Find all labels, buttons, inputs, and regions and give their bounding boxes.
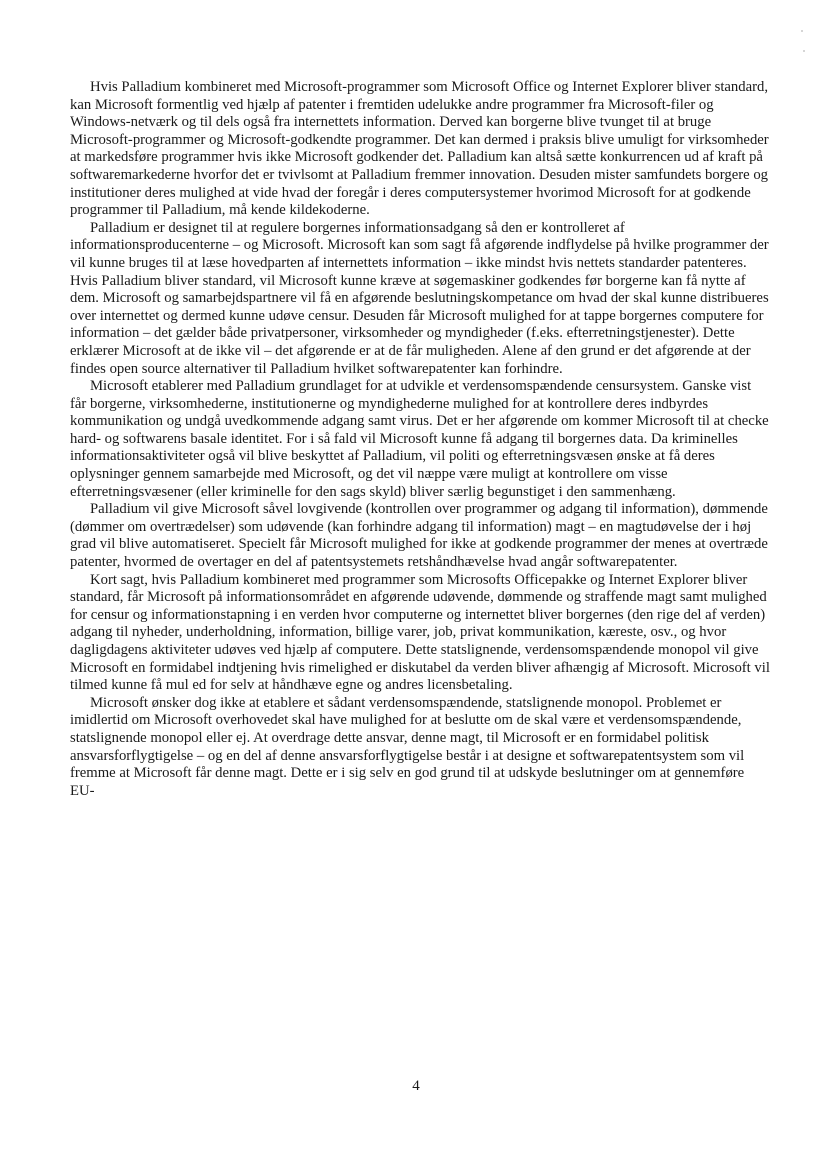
paragraph-information-access: Palladium er designet til at regulere borgernes informationsadgang så den er kontrolleret af informationsproducenterne – og Microsoft. Microsoft kan som sagt få afgørende indflydelse på hvilke programmer der vil kunne bruges til at læse hovedparten af internettets information – ikke mindst hvis nettets standarder patenteres. Hvis Palladium bliver standard, vil Microsoft kunne kræve at søgemaskiner godkendes før borgerne kan få nytte af dem. Microsoft og samarbejdspartnere vil få en afgørende beslutningskompetance om hvad der skal kunne distribueres over internettet og dermed kunne udøve censur. Desuden får Microsoft mulighed for at tappe borgernes computere for information – det gælder både privatpersoner, virksomheder og myndigheder (f.eks. efterretningstjenester). Dette erklærer Microsoft at de ikke vil – det afgørende er at de får muligheden. Alene af den grund er det afgørende at der findes open source alternativer til Palladium hvilket softwarepatenter kan forhindre. [70, 219, 769, 377]
scan-specks [800, 30, 806, 60]
paragraph-palladium-standard: Hvis Palladium kombineret med Microsoft-programmer som Microsoft Office og Internet Explorer bliver standard, kan Microsoft formentlig ved hjælp af patenter i fremtiden udelukke andre programmer fra Microsoft-filer og Windows-netværk og til dels også fra internettets information. Derved kan borgerne blive tvunget til at bruge Microsoft-programmer og Microsoft-godkendte programmer. Det kan dermed i praksis blive umuligt for virksomheder at markedsføre programmer hvis ikke Microsoft godkender det. Palladium kan altså sætte konkurrencen ud af kraft på softwaremarkederne hvorfor det er tvivlsomt at Palladium fremmer innovation. Desuden mister samfundets borgere og institutioner deres mulighed at vide hvad der foregår i deres computersystemer hvorimod Microsoft for at godkende programmer til Palladium, må kende kildekoderne. [70, 79, 769, 219]
document-body [70, 79, 770, 800]
paragraph-powers: Palladium vil give Microsoft såvel lovgivende (kontrollen over programmer og adgang til information), dømmende (dømmer om overtrædelser) som udøvende (kan forhindre adgang til information) magt – en magtudøvelse der i høj grad vil blive automatiseret. Specielt får Microsoft mulighed for ikke at godkende programmer der menes at overtræde patenter, hvormed de overtager en del af patentsystemets retshåndhævelse hvad angår softwarepatenter. [70, 501, 768, 571]
paragraph-monopoly: Microsoft ønsker dog ikke at etablere et sådant verdensomspændende, statslignende monopol. Problemet er imidlertid om Microsoft overhovedet skal have mulighed for at beslutte om de skal være et verdensomspændende, statslignende monopol eller ej. At overdrage dette ansvar, denne magt, til Microsoft er en formidabel politisk ansvarsforflygtigelse – og en del af denne ansvarsforflygtigelse består i at designe et softwarepatentsystem som vil fremme at Microsoft får denne magt. Dette er i sig selv en god grund til at udskyde beslutninger om at gennemføre EU- [70, 694, 745, 799]
paragraph-summary: Kort sagt, hvis Palladium kombineret med programmer som Microsofts Officepakke og Internet Explorer bliver standard, får Microsoft på informationsområdet en afgørende udøvende, dømmende og straffende magt samt mulighed for censur og informationstapning i en verden hvor computerne og internettet bliver borgernes (den rige del af verden) adgang til nyheder, underholdning, information, billige varer, job, privat kommunikation, kæreste, osv., og hvor dagligdagens aktiviteter udøves ved hjælp af computere. Dette statslignende, verdensomspændende monopol vil give Microsoft en formidabel indtjening hvis rimelighed er diskutabel da verden bliver afhængig af Microsoft. Microsoft vil tilmed kunne få mul ed for selv at håndhæve egne og andres licensbetaling. [70, 571, 770, 694]
paragraph-censorship-system: Microsoft etablerer med Palladium grundlaget for at udvikle et verdensomspændende censursystem. Ganske vist får borgerne, virksomhederne, institutionerne og myndighederne mulighed for at kontrollere deres indbyrdes kommunikation og undgå uvedkommende adgang samt virus. Det er her afgørende om kommer Microsoft til at checke hard- og softwarens basale identitet. For i så fald vil Microsoft kunne få adgang til borgernes data. Da kriminelles informationsaktiviteter også vil blive beskyttet af Palladium, vil politi og efterretningsvæsen ønske at få deres oplysninger gennem samarbejde med Microsoft, og det vil næppe være muligt at kontrollere om visse efterretningsvæsener (eller kriminelle for den sags skyld) bliver særlig begunstiget i den sammenhæng. [70, 378, 769, 500]
page-number: 4 [412, 1078, 420, 1094]
